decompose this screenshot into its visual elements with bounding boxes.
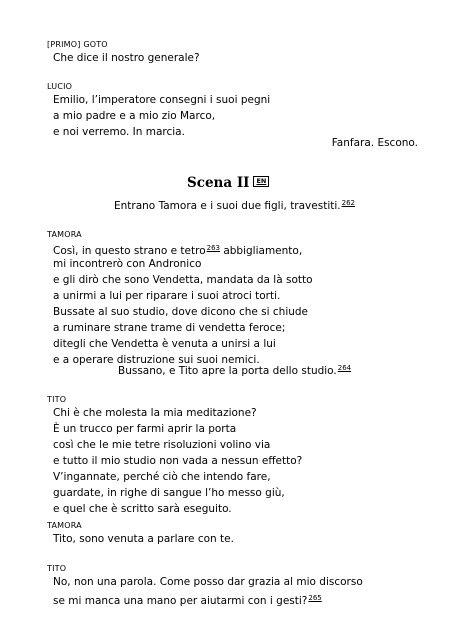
stage-direction-text: Bussano, e Tito apre la porta dello studio. (118, 365, 337, 377)
speaker-label: TITO (47, 564, 67, 573)
verse-line: così che le mie tetre risoluzioni volino via (53, 439, 271, 451)
speaker-label: [PRIMO] GOTO (47, 40, 108, 49)
speaker-label: TAMORA (47, 230, 82, 239)
verse-line: No, non una parola. Come posso dar grazia al mio discorso (53, 576, 363, 588)
verse-line: Tito, sono venuta a parlare con te. (53, 533, 234, 545)
scene-title: Scena II (187, 175, 250, 191)
verse-line: mi incontrerò con Andronico (53, 258, 202, 270)
verse-line: È un trucco per farmi aprir la porta (53, 423, 237, 435)
speaker-label: TITO (47, 395, 67, 404)
speech-block (53, 405, 302, 517)
english-link-badge[interactable]: EN (253, 176, 269, 187)
stage-direction (118, 364, 351, 377)
speech-block (53, 531, 234, 547)
verse-line (53, 590, 363, 606)
verse-line: e noi verremo. In marcia. (53, 126, 185, 138)
scene-heading (187, 172, 269, 191)
speech-block (53, 92, 270, 140)
footnote-link[interactable]: 262 (341, 199, 355, 207)
verse-line: e quel che è scritto sarà eseguito. (53, 503, 232, 515)
footnote-link[interactable]: 265 (308, 594, 322, 602)
stage-direction (114, 199, 355, 212)
verse-line: e a operare distruzione sui suoi nemici. (53, 354, 260, 366)
verse-text: abbigliamento, (220, 245, 303, 257)
verse-line (53, 240, 313, 256)
verse-line: e tutto il mio studio non vada a nessun effetto? (53, 455, 303, 467)
verse-text: Così, in questo strano e tetro (53, 245, 206, 257)
stage-direction: Fanfara. Escono. (331, 137, 418, 149)
speech-block (53, 240, 313, 368)
verse-line: ditegli che Vendetta è venuta a unirsi a lui (53, 338, 276, 350)
verse-line: a mio padre e a mio zio Marco, (53, 110, 216, 122)
verse-line: a unirmi a lui per riparare i suoi atroci torti. (53, 290, 281, 302)
speech-block (53, 50, 200, 66)
footnote-link[interactable]: 263 (206, 244, 220, 252)
verse-line: Chi è che molesta la mia meditazione? (53, 407, 257, 419)
speech-block (53, 574, 363, 606)
verse-line: guardate, in righe di sangue l’ho messo giù, (53, 487, 285, 499)
verse-line: Bussate al suo studio, dove dicono che si chiude (53, 306, 309, 318)
verse-line: Che dice il nostro generale? (53, 52, 200, 64)
footnote-link[interactable]: 264 (337, 364, 352, 372)
verse-line: V’ingannate, perché ciò che intendo fare, (53, 471, 271, 483)
speaker-label: LUCIO (47, 82, 73, 91)
verse-line: Emilio, l’imperatore consegni i suoi pegni (53, 94, 271, 106)
verse-text: se mi manca una mano per aiutarmi con i gesti? (53, 595, 308, 607)
verse-line: a ruminare strane trame di vendetta feroce; (53, 322, 286, 334)
verse-line: e gli dirò che sono Vendetta, mandata da là sotto (53, 274, 313, 286)
stage-direction-text: Entrano Tamora e i suoi due figli, travestiti. (114, 200, 341, 212)
speaker-label: TAMORA (47, 521, 82, 530)
